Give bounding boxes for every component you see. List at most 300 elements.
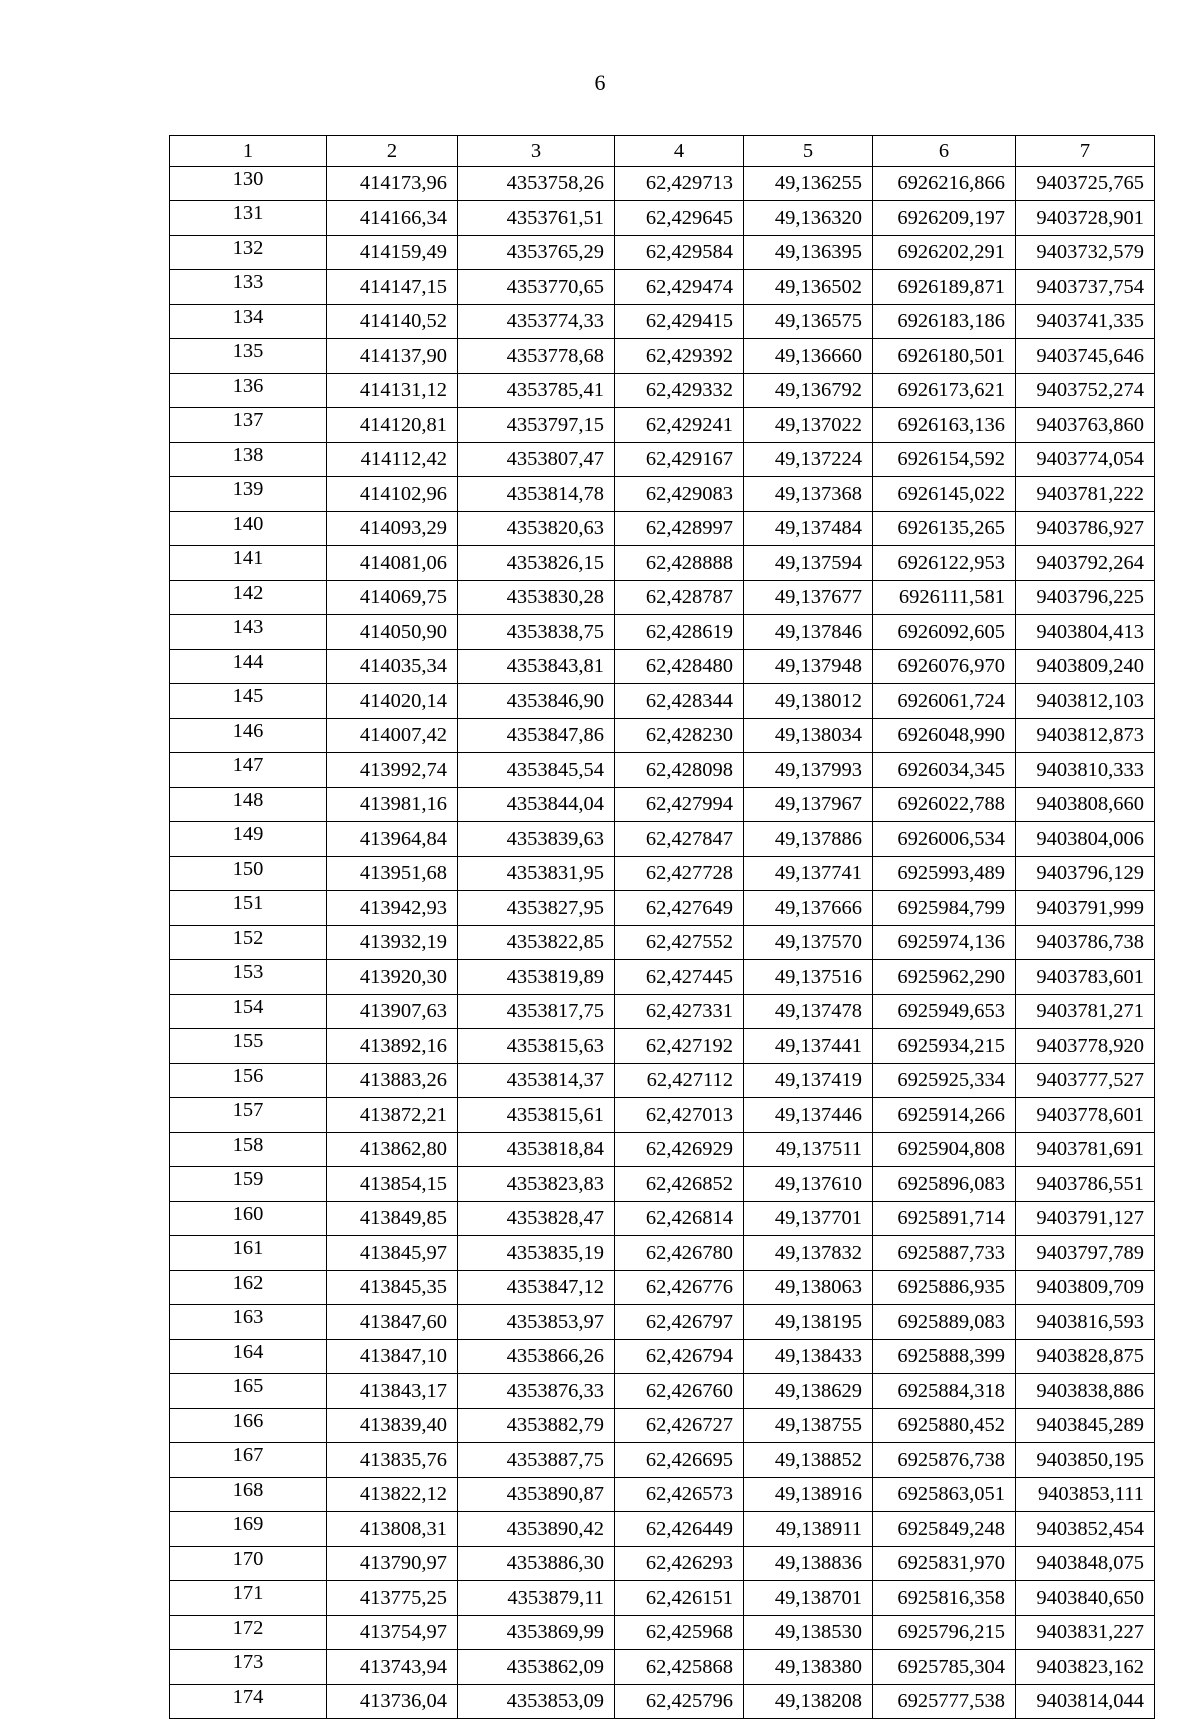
table-cell: 6926111,581: [873, 580, 1016, 615]
table-cell: 62,427847: [615, 822, 744, 857]
table-row: [170, 1581, 1155, 1616]
table-cell: 62,428997: [615, 511, 744, 546]
table-cell: 62,429584: [615, 235, 744, 270]
point-number-cell: 172: [170, 1615, 327, 1650]
table-row: [170, 649, 1155, 684]
point-number-cell: 153: [170, 960, 327, 995]
point-number-cell: 139: [170, 477, 327, 512]
table-cell: 9403810,333: [1016, 753, 1155, 788]
table-cell: 6925974,136: [873, 925, 1016, 960]
table-cell: 49,137993: [744, 753, 873, 788]
table-row: [170, 1305, 1155, 1340]
table-cell: 49,138701: [744, 1581, 873, 1616]
table-cell: 6926183,186: [873, 304, 1016, 339]
table-cell: 49,136320: [744, 201, 873, 236]
table-cell: 6925962,290: [873, 960, 1016, 995]
table-cell: 9403812,103: [1016, 684, 1155, 719]
table-cell: 9403725,765: [1016, 166, 1155, 201]
table-cell: 414081,06: [327, 546, 458, 581]
table-cell: 49,138852: [744, 1443, 873, 1478]
table-cell: 4353831,95: [458, 856, 615, 891]
table-cell: 49,137224: [744, 442, 873, 477]
table-cell: 6925896,083: [873, 1167, 1016, 1202]
table-cell: 9403783,601: [1016, 960, 1155, 995]
table-cell: 4353890,42: [458, 1512, 615, 1547]
table-cell: 4353785,41: [458, 373, 615, 408]
table-cell: 4353847,86: [458, 718, 615, 753]
table-cell: 9403809,240: [1016, 649, 1155, 684]
point-number-cell: 170: [170, 1546, 327, 1581]
point-number-cell: 136: [170, 373, 327, 408]
point-number-cell: 165: [170, 1374, 327, 1409]
table-cell: 4353866,26: [458, 1339, 615, 1374]
point-number-cell: 147: [170, 753, 327, 788]
table-cell: 4353765,29: [458, 235, 615, 270]
table-row: [170, 787, 1155, 822]
table-cell: 413835,76: [327, 1443, 458, 1478]
table-row: [170, 408, 1155, 443]
point-number-cell: 130: [170, 166, 327, 201]
table-row: [170, 615, 1155, 650]
table-cell: 414007,42: [327, 718, 458, 753]
table-cell: 62,426151: [615, 1581, 744, 1616]
point-number-cell: 171: [170, 1581, 327, 1616]
table-cell: 49,136575: [744, 304, 873, 339]
table-cell: 49,138755: [744, 1408, 873, 1443]
table-row: [170, 1270, 1155, 1305]
table-cell: 4353827,95: [458, 891, 615, 926]
table-row: [170, 339, 1155, 374]
table-cell: 49,137516: [744, 960, 873, 995]
table-cell: 413822,12: [327, 1477, 458, 1512]
table-cell: 9403791,127: [1016, 1201, 1155, 1236]
point-number-cell: 159: [170, 1167, 327, 1202]
table-cell: 49,138916: [744, 1477, 873, 1512]
table-cell: 49,137594: [744, 546, 873, 581]
table-cell: 62,427728: [615, 856, 744, 891]
table-cell: 4353844,04: [458, 787, 615, 822]
table-cell: 4353846,90: [458, 684, 615, 719]
table-cell: 62,427112: [615, 1063, 744, 1098]
table-cell: 9403804,006: [1016, 822, 1155, 857]
table-cell: 4353818,84: [458, 1132, 615, 1167]
column-header: 6: [873, 136, 1016, 167]
table-cell: 9403778,920: [1016, 1029, 1155, 1064]
table-cell: 62,429713: [615, 166, 744, 201]
table-cell: 4353838,75: [458, 615, 615, 650]
table-cell: 9403814,044: [1016, 1684, 1155, 1719]
table-cell: 62,429645: [615, 201, 744, 236]
table-cell: 49,138063: [744, 1270, 873, 1305]
table-cell: 6925849,248: [873, 1512, 1016, 1547]
table-cell: 414120,81: [327, 408, 458, 443]
table-cell: 4353845,54: [458, 753, 615, 788]
table-cell: 4353774,33: [458, 304, 615, 339]
table-cell: 49,136792: [744, 373, 873, 408]
table-cell: 413907,63: [327, 994, 458, 1029]
table-cell: 9403781,222: [1016, 477, 1155, 512]
table-cell: 49,137022: [744, 408, 873, 443]
table-row: [170, 1408, 1155, 1443]
table-cell: 49,138380: [744, 1650, 873, 1685]
table-cell: 62,429415: [615, 304, 744, 339]
table-cell: 62,427013: [615, 1098, 744, 1133]
table-row: [170, 891, 1155, 926]
table-cell: 6925993,489: [873, 856, 1016, 891]
table-cell: 9403796,129: [1016, 856, 1155, 891]
table-row: [170, 994, 1155, 1029]
table-cell: 4353778,68: [458, 339, 615, 374]
table-cell: 4353853,97: [458, 1305, 615, 1340]
table-cell: 49,137570: [744, 925, 873, 960]
table-cell: 62,427192: [615, 1029, 744, 1064]
table-cell: 4353761,51: [458, 201, 615, 236]
table-row: [170, 373, 1155, 408]
table-cell: 6925886,935: [873, 1270, 1016, 1305]
table-cell: 413845,35: [327, 1270, 458, 1305]
table-cell: 413920,30: [327, 960, 458, 995]
table-cell: 9403840,650: [1016, 1581, 1155, 1616]
table-cell: 9403838,886: [1016, 1374, 1155, 1409]
point-number-cell: 132: [170, 235, 327, 270]
table-cell: 62,426780: [615, 1236, 744, 1271]
table-row: [170, 1063, 1155, 1098]
table-cell: 9403737,754: [1016, 270, 1155, 305]
table-row: [170, 270, 1155, 305]
table-cell: 9403778,601: [1016, 1098, 1155, 1133]
table-cell: 9403804,413: [1016, 615, 1155, 650]
column-header: 4: [615, 136, 744, 167]
table-cell: 49,138530: [744, 1615, 873, 1650]
point-number-cell: 138: [170, 442, 327, 477]
table-cell: 62,426797: [615, 1305, 744, 1340]
table-cell: 4353822,85: [458, 925, 615, 960]
table-cell: 49,136395: [744, 235, 873, 270]
column-header: 1: [170, 136, 327, 167]
table-cell: 4353817,75: [458, 994, 615, 1029]
page-number: 6: [594, 70, 606, 95]
table-cell: 6925904,808: [873, 1132, 1016, 1167]
table-cell: 49,138629: [744, 1374, 873, 1409]
table-cell: 9403816,593: [1016, 1305, 1155, 1340]
table-cell: 9403781,691: [1016, 1132, 1155, 1167]
table-row: [170, 580, 1155, 615]
table-cell: 49,138012: [744, 684, 873, 719]
table-cell: 4353820,63: [458, 511, 615, 546]
table-row: [170, 1650, 1155, 1685]
table-cell: 4353826,15: [458, 546, 615, 581]
table-cell: 6925785,304: [873, 1650, 1016, 1685]
table-cell: 9403774,054: [1016, 442, 1155, 477]
table-cell: 62,428787: [615, 580, 744, 615]
table-cell: 6926189,871: [873, 270, 1016, 305]
table-cell: 62,426814: [615, 1201, 744, 1236]
table-cell: 6926006,534: [873, 822, 1016, 857]
table-cell: 4353882,79: [458, 1408, 615, 1443]
table-cell: 4353823,83: [458, 1167, 615, 1202]
table-cell: 6926076,970: [873, 649, 1016, 684]
point-number-cell: 162: [170, 1270, 327, 1305]
table-cell: 62,426929: [615, 1132, 744, 1167]
table-row: [170, 166, 1155, 201]
table-cell: 6925949,653: [873, 994, 1016, 1029]
point-number-cell: 149: [170, 822, 327, 857]
table-cell: 9403781,271: [1016, 994, 1155, 1029]
table-cell: 62,426776: [615, 1270, 744, 1305]
table-cell: 414112,42: [327, 442, 458, 477]
table-cell: 4353886,30: [458, 1546, 615, 1581]
table-cell: 4353758,26: [458, 166, 615, 201]
column-header: 2: [327, 136, 458, 167]
table-row: [170, 511, 1155, 546]
table-cell: 49,137886: [744, 822, 873, 857]
table-cell: 4353815,61: [458, 1098, 615, 1133]
table-cell: 6926216,866: [873, 166, 1016, 201]
table-cell: 413775,25: [327, 1581, 458, 1616]
table-row: [170, 304, 1155, 339]
table-row: [170, 856, 1155, 891]
table-cell: 9403732,579: [1016, 235, 1155, 270]
point-number-cell: 160: [170, 1201, 327, 1236]
table-cell: 6925887,733: [873, 1236, 1016, 1271]
table-cell: 62,426794: [615, 1339, 744, 1374]
table-cell: 49,137478: [744, 994, 873, 1029]
table-cell: 414159,49: [327, 235, 458, 270]
table-cell: 62,425868: [615, 1650, 744, 1685]
point-number-cell: 166: [170, 1408, 327, 1443]
point-number-cell: 146: [170, 718, 327, 753]
table-cell: 62,425796: [615, 1684, 744, 1719]
table-cell: 6926034,345: [873, 753, 1016, 788]
point-number-cell: 150: [170, 856, 327, 891]
table-cell: 62,426852: [615, 1167, 744, 1202]
table-cell: 414020,14: [327, 684, 458, 719]
column-header: 3: [458, 136, 615, 167]
table-cell: 9403831,227: [1016, 1615, 1155, 1650]
table-cell: 9403786,927: [1016, 511, 1155, 546]
table-cell: 62,426573: [615, 1477, 744, 1512]
coordinates-table: [169, 135, 1155, 1719]
table-cell: 413847,60: [327, 1305, 458, 1340]
table-row: [170, 1201, 1155, 1236]
point-number-cell: 169: [170, 1512, 327, 1547]
point-number-cell: 167: [170, 1443, 327, 1478]
table-cell: 4353819,89: [458, 960, 615, 995]
table-cell: 62,428230: [615, 718, 744, 753]
table-cell: 413992,74: [327, 753, 458, 788]
table-row: [170, 1684, 1155, 1719]
table-cell: 49,136502: [744, 270, 873, 305]
table-cell: 4353876,33: [458, 1374, 615, 1409]
table-cell: 6925889,083: [873, 1305, 1016, 1340]
point-number-cell: 152: [170, 925, 327, 960]
table-cell: 414147,15: [327, 270, 458, 305]
table-cell: 49,138836: [744, 1546, 873, 1581]
table-row: [170, 960, 1155, 995]
table-cell: 9403823,162: [1016, 1650, 1155, 1685]
point-number-cell: 156: [170, 1063, 327, 1098]
table-cell: 413883,26: [327, 1063, 458, 1098]
table-cell: 413843,17: [327, 1374, 458, 1409]
table-cell: 49,136255: [744, 166, 873, 201]
table-cell: 4353828,47: [458, 1201, 615, 1236]
table-cell: 414166,34: [327, 201, 458, 236]
table-cell: 9403791,999: [1016, 891, 1155, 926]
table-body: [170, 166, 1155, 1719]
table-cell: 9403786,551: [1016, 1167, 1155, 1202]
table-cell: 6925831,970: [873, 1546, 1016, 1581]
table-cell: 6926092,605: [873, 615, 1016, 650]
table-cell: 6925984,799: [873, 891, 1016, 926]
table-cell: 414131,12: [327, 373, 458, 408]
table-cell: 9403845,289: [1016, 1408, 1155, 1443]
table-row: [170, 477, 1155, 512]
table-cell: 49,137701: [744, 1201, 873, 1236]
table-cell: 4353853,09: [458, 1684, 615, 1719]
table-cell: 6925884,318: [873, 1374, 1016, 1409]
column-header: 7: [1016, 136, 1155, 167]
table-cell: 413808,31: [327, 1512, 458, 1547]
table-cell: 6926135,265: [873, 511, 1016, 546]
table-cell: 62,426293: [615, 1546, 744, 1581]
table-cell: 4353879,11: [458, 1581, 615, 1616]
table-cell: 62,429167: [615, 442, 744, 477]
table-row: [170, 235, 1155, 270]
table-cell: 414050,90: [327, 615, 458, 650]
table-cell: 4353807,47: [458, 442, 615, 477]
point-number-cell: 133: [170, 270, 327, 305]
point-number-cell: 164: [170, 1339, 327, 1374]
table-cell: 49,138433: [744, 1339, 873, 1374]
table-cell: 49,138034: [744, 718, 873, 753]
table-cell: 9403828,875: [1016, 1339, 1155, 1374]
table-row: [170, 1339, 1155, 1374]
table-cell: 413849,85: [327, 1201, 458, 1236]
table-cell: 9403809,709: [1016, 1270, 1155, 1305]
table-cell: 4353887,75: [458, 1443, 615, 1478]
table-cell: 6925914,266: [873, 1098, 1016, 1133]
table-cell: 9403728,901: [1016, 201, 1155, 236]
table-row: [170, 822, 1155, 857]
table-cell: 6926048,990: [873, 718, 1016, 753]
table-cell: 6925816,358: [873, 1581, 1016, 1616]
point-number-cell: 140: [170, 511, 327, 546]
table-cell: 414173,96: [327, 166, 458, 201]
table-cell: 49,137948: [744, 649, 873, 684]
point-number-cell: 145: [170, 684, 327, 719]
table-cell: 6926061,724: [873, 684, 1016, 719]
table-cell: 9403745,646: [1016, 339, 1155, 374]
point-number-cell: 157: [170, 1098, 327, 1133]
table-cell: 6926145,022: [873, 477, 1016, 512]
table-cell: 49,137610: [744, 1167, 873, 1202]
table-cell: 49,138195: [744, 1305, 873, 1340]
table-cell: 9403777,527: [1016, 1063, 1155, 1098]
point-number-cell: 141: [170, 546, 327, 581]
table-cell: 62,425968: [615, 1615, 744, 1650]
table-cell: 6926173,621: [873, 373, 1016, 408]
table-cell: 9403763,860: [1016, 408, 1155, 443]
table-cell: 9403792,264: [1016, 546, 1155, 581]
table-cell: 62,427331: [615, 994, 744, 1029]
table-header-row: [170, 136, 1155, 167]
table-cell: 413839,40: [327, 1408, 458, 1443]
table-cell: 6925925,334: [873, 1063, 1016, 1098]
point-number-cell: 142: [170, 580, 327, 615]
table-cell: 413964,84: [327, 822, 458, 857]
table-cell: 4353862,09: [458, 1650, 615, 1685]
table-cell: 62,428619: [615, 615, 744, 650]
table-row: [170, 1167, 1155, 1202]
table-cell: 413932,19: [327, 925, 458, 960]
table-cell: 413736,04: [327, 1684, 458, 1719]
table-row: [170, 442, 1155, 477]
table-cell: 62,427649: [615, 891, 744, 926]
table-cell: 4353890,87: [458, 1477, 615, 1512]
table-cell: 4353839,63: [458, 822, 615, 857]
table-row: [170, 201, 1155, 236]
table-cell: 62,429392: [615, 339, 744, 374]
table-cell: 4353830,28: [458, 580, 615, 615]
table-row: [170, 546, 1155, 581]
table-cell: 9403752,274: [1016, 373, 1155, 408]
point-number-cell: 137: [170, 408, 327, 443]
table-cell: 49,137446: [744, 1098, 873, 1133]
table-cell: 9403812,873: [1016, 718, 1155, 753]
table-cell: 414140,52: [327, 304, 458, 339]
table-cell: 9403850,195: [1016, 1443, 1155, 1478]
table-cell: 9403852,454: [1016, 1512, 1155, 1547]
table-cell: 62,429083: [615, 477, 744, 512]
table-cell: 4353770,65: [458, 270, 615, 305]
table-row: [170, 1615, 1155, 1650]
table-cell: 4353815,63: [458, 1029, 615, 1064]
table-cell: 62,426695: [615, 1443, 744, 1478]
table-cell: 413981,16: [327, 787, 458, 822]
table-cell: 9403808,660: [1016, 787, 1155, 822]
table-cell: 49,136660: [744, 339, 873, 374]
table-cell: 414093,29: [327, 511, 458, 546]
table-cell: 49,138208: [744, 1684, 873, 1719]
table-cell: 9403786,738: [1016, 925, 1155, 960]
point-number-cell: 161: [170, 1236, 327, 1271]
point-number-cell: 144: [170, 649, 327, 684]
point-number-cell: 134: [170, 304, 327, 339]
table-cell: 62,427552: [615, 925, 744, 960]
table-cell: 4353814,78: [458, 477, 615, 512]
table-cell: 414069,75: [327, 580, 458, 615]
table-cell: 49,137368: [744, 477, 873, 512]
table-cell: 62,426449: [615, 1512, 744, 1547]
table-cell: 4353843,81: [458, 649, 615, 684]
table-cell: 414035,34: [327, 649, 458, 684]
table-cell: 6926209,197: [873, 201, 1016, 236]
table-cell: 6925876,738: [873, 1443, 1016, 1478]
table-cell: 413847,10: [327, 1339, 458, 1374]
table-cell: 413743,94: [327, 1650, 458, 1685]
table-cell: 9403848,075: [1016, 1546, 1155, 1581]
point-number-cell: 143: [170, 615, 327, 650]
table-cell: 414102,96: [327, 477, 458, 512]
point-number-cell: 151: [170, 891, 327, 926]
table-cell: 49,138911: [744, 1512, 873, 1547]
table-cell: 62,427445: [615, 960, 744, 995]
table-cell: 6926022,788: [873, 787, 1016, 822]
table-cell: 414137,90: [327, 339, 458, 374]
table-row: [170, 1132, 1155, 1167]
table-cell: 62,428344: [615, 684, 744, 719]
table-row: [170, 1374, 1155, 1409]
